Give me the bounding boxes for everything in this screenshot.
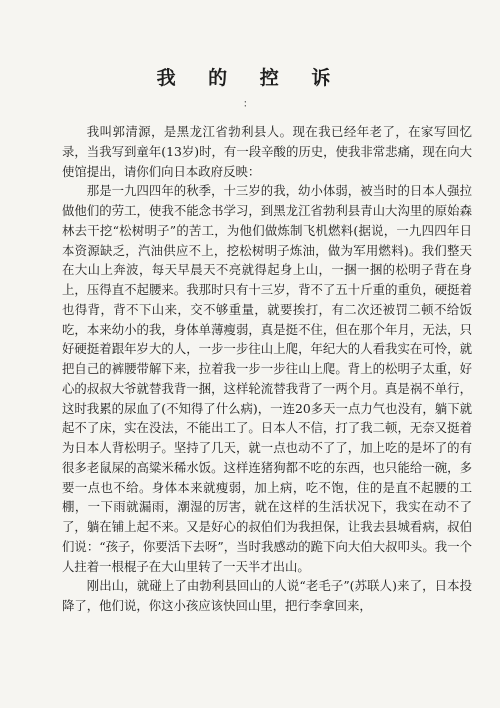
stray-mark: ： bbox=[243, 99, 253, 110]
letter-body bbox=[62, 122, 472, 616]
paragraph-account: 那是一九四四年的秋季，十三岁的我，幼小体弱，被当时的日本人强拉做他们的劳工，使我不能念书学习，到黑龙江省勃利县青山大沟里的原始森林去干挖“松树明子”的苦工，为他们做炼制飞机燃料(据说，一九四四年日本资源缺乏，汽油供应不上，挖松树明子炼油，做为军用燃料)。我们整天在大山上奔波，每天早晨天不亮就得起身上山，一捆一捆的松明子背在身上，压得直不起腰来。我那时只有十三岁，背不了五十斤重的重负，硬挺着也得背，背不下山来，交不够重量，就要挨打，有二次还被罚二顿不给饭吃，本来幼小的我，身体单薄瘦弱，真是挺不住，但在那个年月，无法，只好硬挺着跟年岁大的人，一步一步往山上爬，年纪大的人看我实在可怜，就把自己的裤腰带解下来，拉着我一步一步往山上爬。背上的松明子太重，好心的叔叔大爷就替我背一捆，这样轮流替我背了一两个月。真是祸不单行，这时我累的尿血了(不知得了什么病)，一连20多天一点力气也没有，躺下就起不了床，实在没法，不能出工了。日本人不信，打了我二顿，无奈又挺着为日本人背松明子。坚持了几天，就一点也动不了了，加上吃的是坏了的有很多老鼠屎的高粱米稀水饭。这样连猪狗都不吃的东西，也只能给一碗，多要一点也不给。身体本来就瘦弱，加上病，吃不饱，住的是直不起腰的工棚，一下雨就漏雨，潮湿的厉害，就在这样的生活状况下，我实在动不了了，躺在铺上起不来。又是好心的叔伯们为我担保，让我去县城看病，叔伯们说：“孩子，你要活下去呀”，当时我感动的跪下向大伯大叔叩头。我一个人拄着一根棍子在大山里转了一天半才出山。 bbox=[62, 183, 472, 574]
document-title: 我 的 控 诉 bbox=[156, 67, 344, 89]
paragraph-escape: 刚出山，就碰上了由勃利县回山的人说“老毛子”(苏联人)来了，日本投降了，他们说，你这小孩应该快回山里，把行李拿回来， bbox=[62, 578, 472, 613]
paragraph-intro: 我叫郭清源，是黑龙江省勃利县人。现在我已经年老了，在家写回忆录，当我写到童年(13岁)时，有一段辛酸的历史，使我非常悲痛，现在向大使馆提出，请你们向日本政府反映： bbox=[62, 124, 472, 179]
